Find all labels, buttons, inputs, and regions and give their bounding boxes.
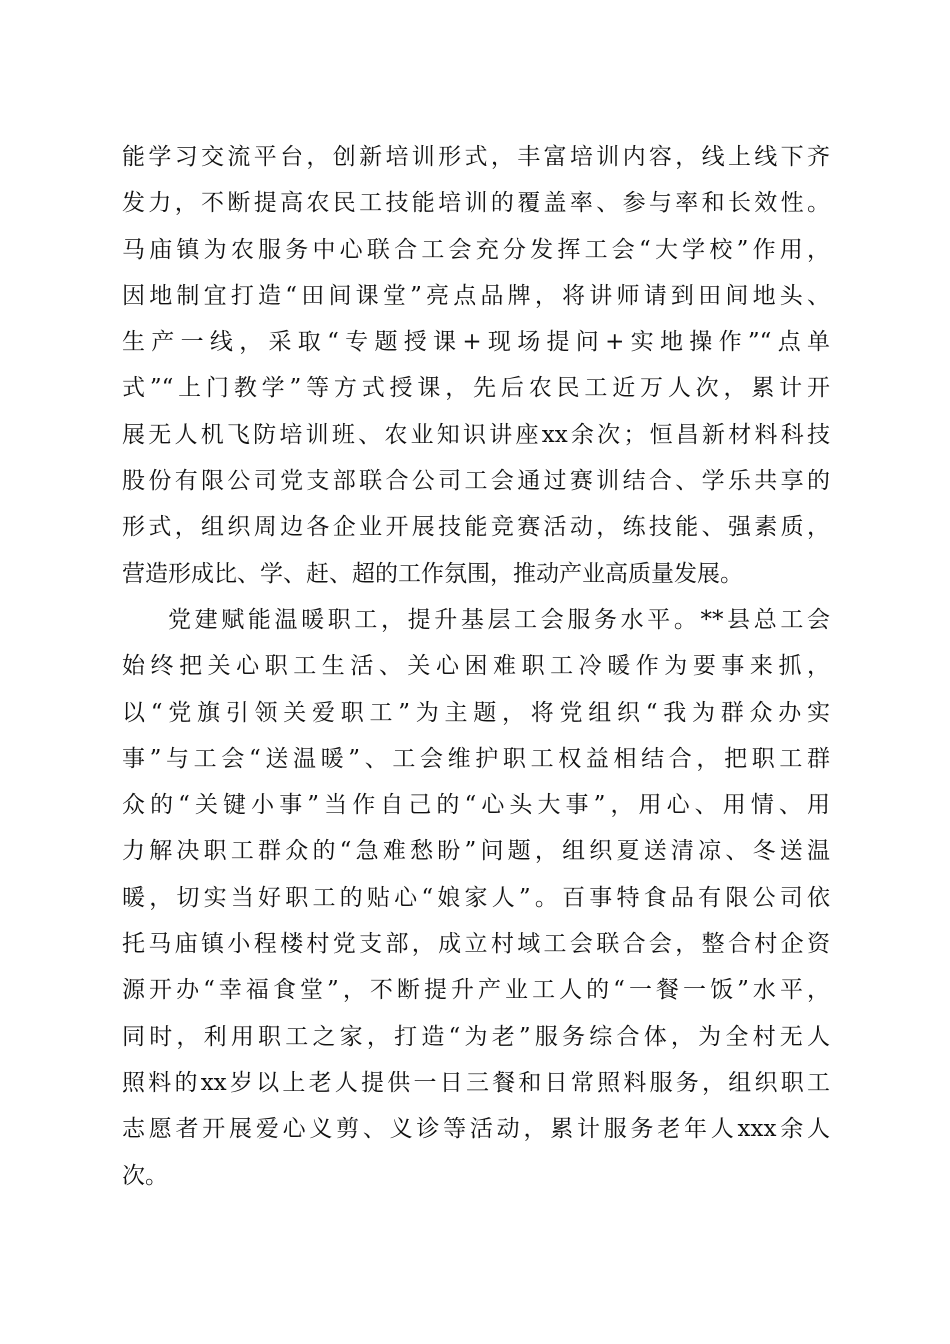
text-line: 式”“上门教学”等方式授课，先后农民工近万人次，累计开 bbox=[122, 375, 830, 402]
text-line: 源开办“幸福食堂”，不断提升产业工人的“一餐一饭”水平， bbox=[122, 977, 830, 1004]
text-line: 力解决职工群众的“急难愁盼”问题，组织夏送清凉、冬送温 bbox=[122, 838, 830, 865]
text-line: 马庙镇为农服务中心联合工会充分发挥工会“大学校”作用， bbox=[122, 236, 830, 263]
text-line: 营造形成比、学、赶、超的工作氛围，推动产业高质量发展。 bbox=[122, 560, 743, 587]
text-line: 始终把关心职工生活、关心困难职工冷暖作为要事来抓， bbox=[122, 653, 830, 680]
text-line: 众的“关键小事”当作自己的“心头大事”，用心、用情、用 bbox=[122, 792, 830, 819]
text-line: 次。 bbox=[122, 1162, 168, 1189]
text-line: 托马庙镇小程楼村党支部，成立村域工会联合会，整合村企资 bbox=[122, 931, 830, 958]
paragraph-worker-care bbox=[122, 597, 830, 1199]
text-line: 照料的xx岁以上老人提供一日三餐和日常照料服务，组织职工 bbox=[122, 1069, 830, 1096]
text-line: 志愿者开展爱心义剪、义诊等活动，累计服务老年人xxx余人 bbox=[122, 1116, 830, 1143]
text-line: 暖，切实当好职工的贴心“娘家人”。百事特食品有限公司依 bbox=[122, 884, 830, 911]
text-line: 以“党旗引领关爱职工”为主题，将党组织“我为群众办实 bbox=[122, 699, 830, 726]
text-line: 发力，不断提高农民工技能培训的覆盖率、参与率和长效性。 bbox=[122, 190, 830, 217]
text-line: 事”与工会“送温暖”、工会维护职工权益相结合，把职工群 bbox=[122, 745, 830, 772]
text-line: 展无人机飞防培训班、农业知识讲座xx余次；恒昌新材料科技 bbox=[122, 421, 830, 448]
paragraph-skills-training bbox=[122, 134, 830, 597]
text-line: 形式，组织周边各企业开展技能竞赛活动，练技能、强素质， bbox=[122, 514, 830, 541]
text-line: 同时，利用职工之家，打造“为老”服务综合体，为全村无人 bbox=[122, 1023, 830, 1050]
text-line: 股份有限公司党支部联合公司工会通过赛训结合、学乐共享的 bbox=[122, 468, 830, 495]
document-body bbox=[122, 134, 830, 1199]
text-line: 生产一线，采取“专题授课+现场提问+实地操作”“点单 bbox=[122, 329, 830, 356]
text-line: 因地制宜打造“田间课堂”亮点品牌，将讲师请到田间地头、 bbox=[122, 282, 830, 309]
text-line: 党建赋能温暖职工，提升基层工会服务水平。**县总工会 bbox=[168, 606, 830, 633]
text-line: 能学习交流平台，创新培训形式，丰富培训内容，线上线下齐 bbox=[122, 144, 830, 170]
